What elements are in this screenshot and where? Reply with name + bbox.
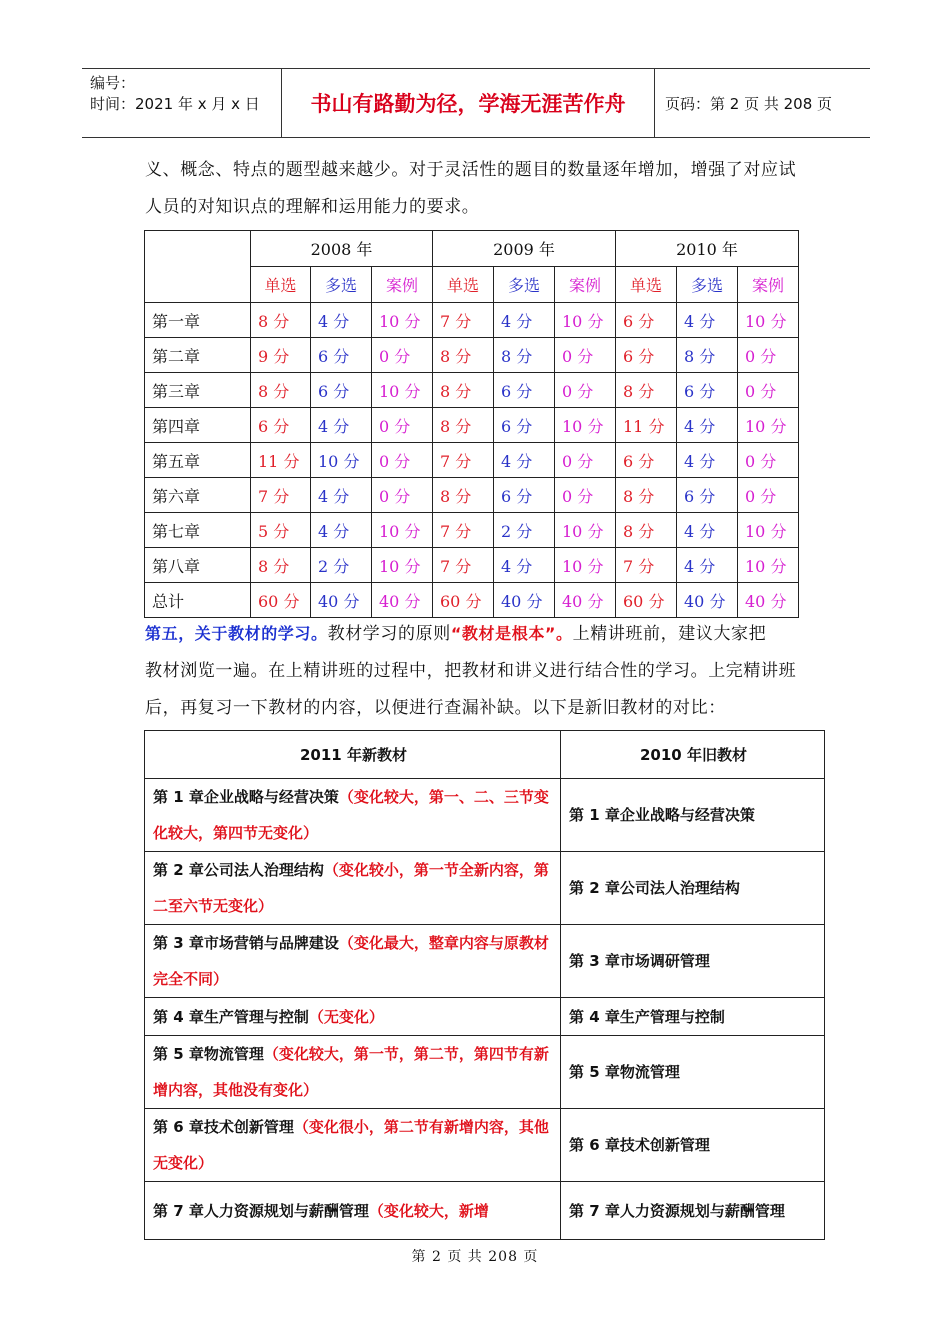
chapter-title: 第 5 章物流管理 (153, 1045, 264, 1063)
code-label: 编号： (90, 74, 136, 92)
score-cell: 8 分 (677, 338, 738, 373)
score-cell: 9 分 (251, 338, 311, 373)
score-cell: 7 分 (616, 548, 677, 583)
score-cell: 8 分 (433, 478, 494, 513)
score-cell: 4 分 (311, 513, 372, 548)
score-cell: 8 分 (251, 548, 311, 583)
question-type-header: 单选 (616, 267, 677, 303)
old-textbook-chapter: 第 2 章公司法人治理结构 (561, 852, 825, 925)
score-cell: 11 分 (616, 408, 677, 443)
question-type-header: 案例 (372, 267, 433, 303)
question-type-header: 单选 (433, 267, 494, 303)
chapter-score-row (145, 338, 799, 373)
score-cell: 0 分 (372, 443, 433, 478)
new-textbook-chapter (145, 779, 561, 852)
new-textbook-chapter (145, 925, 561, 998)
new-textbook-chapter (145, 998, 561, 1036)
score-cell: 8 分 (494, 338, 555, 373)
score-cell: 40 分 (677, 583, 738, 618)
section5-heading: 第五，关于教材的学习。 (145, 624, 328, 643)
score-cell: 7 分 (433, 303, 494, 338)
score-cell: 0 分 (555, 338, 616, 373)
score-cell: 6 分 (311, 338, 372, 373)
section5-text: 上精讲班前，建议大家把 (572, 624, 767, 644)
score-cell: 10 分 (555, 408, 616, 443)
score-cell: 4 分 (311, 478, 372, 513)
score-cell: 0 分 (738, 338, 799, 373)
score-cell: 7 分 (433, 443, 494, 478)
motto: 书山有路勤为径，学海无涯苦作舟 (282, 69, 655, 137)
year-header: 2010 年 (616, 231, 799, 267)
score-cell: 40 分 (311, 583, 372, 618)
score-cell: 10 分 (555, 303, 616, 338)
new-textbook-header: 2011 年新教材 (145, 731, 561, 779)
chapter-label: 第四章 (145, 408, 251, 443)
header-meta (82, 69, 282, 137)
page-footer: 第 2 页 共 208 页 (411, 1249, 539, 1265)
old-textbook-chapter: 第 1 章企业战略与经营决策 (561, 779, 825, 852)
score-distribution-table (144, 230, 799, 618)
score-cell: 4 分 (677, 303, 738, 338)
score-cell: 0 分 (738, 373, 799, 408)
score-cell: 6 分 (616, 303, 677, 338)
score-cell: 0 分 (738, 478, 799, 513)
textbook-row (145, 852, 825, 925)
chapter-title: 第 2 章公司法人治理结构 (153, 861, 324, 879)
score-cell: 10 分 (311, 443, 372, 478)
chapter-title: 第 6 章技术创新管理 (153, 1118, 294, 1136)
chapter-label: 第八章 (145, 548, 251, 583)
score-cell: 10 分 (555, 548, 616, 583)
change-note: （变化较小，第一节全新内容，第二至六节无变化） (153, 861, 549, 915)
chapter-score-row (145, 513, 799, 548)
score-cell: 8 分 (616, 373, 677, 408)
score-cell: 0 分 (738, 443, 799, 478)
score-cell: 60 分 (433, 583, 494, 618)
chapter-score-row (145, 373, 799, 408)
change-note: （变化最大，整章内容与原教材完全不同） (153, 934, 549, 988)
score-cell: 10 分 (372, 303, 433, 338)
score-cell: 40 分 (555, 583, 616, 618)
chapter-score-row (145, 583, 799, 618)
score-cell: 4 分 (677, 443, 738, 478)
score-cell: 5 分 (251, 513, 311, 548)
score-cell: 10 分 (738, 548, 799, 583)
score-cell: 4 分 (677, 548, 738, 583)
score-cell: 10 分 (372, 548, 433, 583)
chapter-score-row (145, 443, 799, 478)
section5-paragraph (145, 615, 813, 727)
document-header (82, 68, 870, 138)
textbook-row (145, 779, 825, 852)
section5-line: 教材浏览一遍。在上精讲班的过程中，把教材和讲义进行结合性的学习。上完精讲班 (145, 661, 797, 681)
chapter-score-row (145, 303, 799, 338)
change-note: （无变化） (308, 1007, 384, 1026)
textbook-row (145, 998, 825, 1036)
score-cell: 10 分 (738, 513, 799, 548)
old-textbook-chapter: 第 4 章生产管理与控制 (561, 998, 825, 1036)
score-cell: 0 分 (555, 443, 616, 478)
score-cell: 2 分 (494, 513, 555, 548)
score-cell: 11 分 (251, 443, 311, 478)
score-cell: 6 分 (494, 373, 555, 408)
score-cell: 4 分 (494, 303, 555, 338)
chapter-label: 第五章 (145, 443, 251, 478)
score-cell: 8 分 (433, 408, 494, 443)
chapter-label: 第一章 (145, 303, 251, 338)
corner-cell (145, 231, 251, 303)
question-type-header: 单选 (251, 267, 311, 303)
score-cell: 4 分 (677, 408, 738, 443)
old-textbook-header: 2010 年旧教材 (561, 731, 825, 779)
chapter-label: 第二章 (145, 338, 251, 373)
chapter-label: 第七章 (145, 513, 251, 548)
chapter-score-row (145, 478, 799, 513)
score-cell: 6 分 (677, 478, 738, 513)
score-cell: 10 分 (738, 408, 799, 443)
chapter-label: 第三章 (145, 373, 251, 408)
year-header: 2009 年 (433, 231, 616, 267)
score-cell: 40 分 (738, 583, 799, 618)
score-cell: 8 分 (251, 303, 311, 338)
change-note: （变化较大，第一、二、三节变化较大，第四节无变化） (153, 788, 549, 842)
score-cell: 4 分 (311, 408, 372, 443)
question-type-header: 案例 (738, 267, 799, 303)
section5-text: 教材学习的原则 (327, 624, 451, 644)
score-cell: 10 分 (555, 513, 616, 548)
year-header-row (145, 231, 799, 267)
question-type-header: 案例 (555, 267, 616, 303)
old-textbook-chapter: 第 3 章市场调研管理 (561, 925, 825, 998)
intro-paragraph (145, 152, 813, 226)
question-type-header: 多选 (494, 267, 555, 303)
textbook-header-row (145, 731, 825, 779)
page-number-label: 页码：第 2 页 共 208 页 (665, 94, 833, 113)
change-note: （变化较大，第一节，第二节，第四节有新增内容，其他没有变化） (153, 1045, 549, 1099)
score-cell: 8 分 (433, 373, 494, 408)
score-cell: 10 分 (372, 373, 433, 408)
score-cell: 0 分 (555, 478, 616, 513)
score-cell: 0 分 (372, 408, 433, 443)
chapter-label: 总计 (145, 583, 251, 618)
old-textbook-chapter: 第 7 章人力资源规划与薪酬管理 (561, 1182, 825, 1240)
section5-line (145, 615, 813, 653)
score-cell: 2 分 (311, 548, 372, 583)
score-cell: 7 分 (251, 478, 311, 513)
chapter-title: 第 7 章人力资源规划与薪酬管理 (153, 1201, 369, 1220)
score-cell: 6 分 (677, 373, 738, 408)
textbook-row (145, 1182, 825, 1240)
chapter-score-row (145, 548, 799, 583)
score-cell: 40 分 (494, 583, 555, 618)
chapter-label: 第六章 (145, 478, 251, 513)
old-textbook-chapter: 第 5 章物流管理 (561, 1036, 825, 1109)
section5-line: 后，再复习一下教材的内容，以便进行查漏补缺。以下是新旧教材的对比： (145, 698, 726, 718)
intro-line: 人员的对知识点的理解和运用能力的要求。 (145, 197, 480, 217)
score-cell: 0 分 (372, 338, 433, 373)
textbook-row (145, 1036, 825, 1109)
new-textbook-chapter (145, 1182, 561, 1240)
score-cell: 0 分 (372, 478, 433, 513)
question-type-header: 多选 (311, 267, 372, 303)
score-cell: 6 分 (494, 478, 555, 513)
score-cell: 10 分 (372, 513, 433, 548)
textbook-row (145, 1109, 825, 1182)
intro-line: 义、概念、特点的题型越来越少。对于灵活性的题目的数量逐年增加，增强了对应试 (145, 160, 797, 180)
new-textbook-chapter (145, 852, 561, 925)
score-cell: 4 分 (494, 443, 555, 478)
section5-quote: “教材是根本”。 (450, 624, 573, 643)
new-textbook-chapter (145, 1109, 561, 1182)
question-type-header: 多选 (677, 267, 738, 303)
score-cell: 6 分 (251, 408, 311, 443)
score-cell: 0 分 (555, 373, 616, 408)
score-cell: 40 分 (372, 583, 433, 618)
score-cell: 6 分 (494, 408, 555, 443)
chapter-score-row (145, 408, 799, 443)
score-cell: 6 分 (311, 373, 372, 408)
score-cell: 6 分 (616, 338, 677, 373)
time-label: 时间：2021 年 x 月 x 日 (90, 95, 260, 113)
score-cell: 7 分 (433, 513, 494, 548)
new-textbook-chapter (145, 1036, 561, 1109)
score-cell: 10 分 (738, 303, 799, 338)
chapter-title: 第 4 章生产管理与控制 (153, 1007, 309, 1026)
score-cell: 7 分 (433, 548, 494, 583)
score-cell: 6 分 (616, 443, 677, 478)
chapter-title: 第 1 章企业战略与经营决策 (153, 788, 339, 806)
score-cell: 60 分 (251, 583, 311, 618)
score-cell: 8 分 (251, 373, 311, 408)
textbook-comparison-table (144, 730, 825, 1240)
year-header: 2008 年 (251, 231, 433, 267)
old-textbook-chapter: 第 6 章技术创新管理 (561, 1109, 825, 1182)
chapter-title: 第 3 章市场营销与品牌建设 (153, 934, 339, 952)
score-cell: 8 分 (616, 478, 677, 513)
textbook-row (145, 925, 825, 998)
score-cell: 4 分 (311, 303, 372, 338)
change-note: （变化较大，新增 (368, 1201, 489, 1220)
change-note: （变化很小，第二节有新增内容，其他无变化） (153, 1118, 549, 1172)
score-cell: 60 分 (616, 583, 677, 618)
score-cell: 8 分 (433, 338, 494, 373)
score-cell: 4 分 (494, 548, 555, 583)
score-cell: 4 分 (677, 513, 738, 548)
score-cell: 8 分 (616, 513, 677, 548)
